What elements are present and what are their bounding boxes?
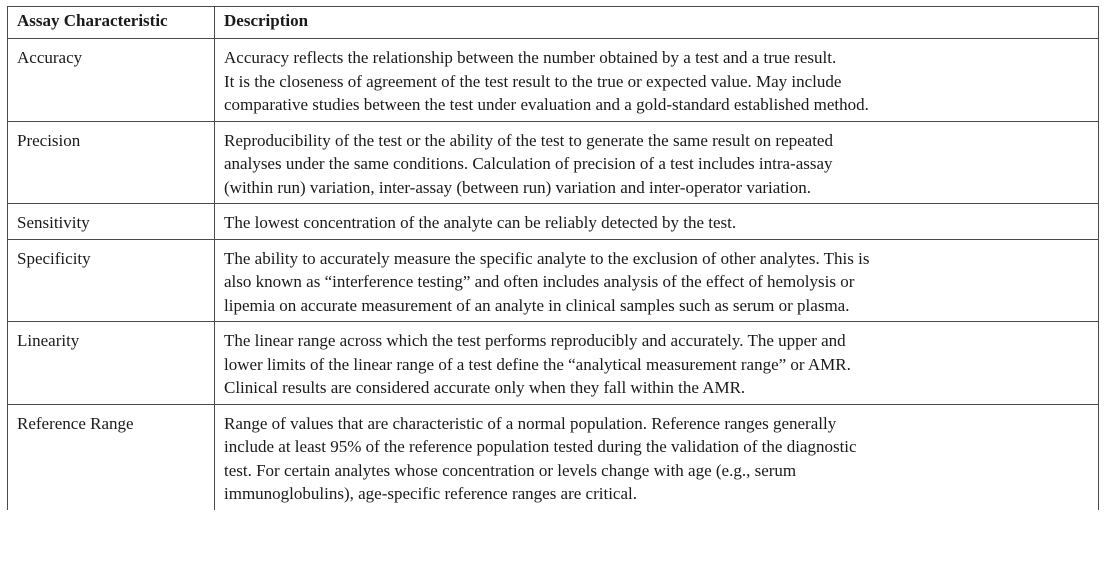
characteristic-cell: Linearity xyxy=(8,322,215,405)
description-line: also known as “interference testing” and often includes analysis of the effect of hemolysis or xyxy=(224,272,855,291)
description-line: (within run) variation, inter-assay (between run) variation and inter-operator variation. xyxy=(224,177,812,197)
description-cell xyxy=(215,239,1099,322)
description-line: immunoglobulins), age-specific reference ranges are critical. xyxy=(224,484,637,503)
table-row xyxy=(8,39,1099,122)
table-row xyxy=(8,121,1099,204)
assay-characteristics-table xyxy=(7,6,1099,510)
characteristic-cell: Reference Range xyxy=(8,404,215,510)
description-line: analyses under the same conditions. Calculation of precision of a test includes intra-assay xyxy=(224,154,833,173)
description-cell xyxy=(215,322,1099,405)
table-body xyxy=(8,39,1099,510)
header-row xyxy=(8,7,1099,39)
description-line: The ability to accurately measure the specific analyte to the exclusion of other analytes. This is xyxy=(224,248,870,268)
table-row xyxy=(8,239,1099,322)
description-line: Accuracy reflects the relationship between the number obtained by a test and a true result. xyxy=(224,48,837,67)
description-line: The lowest concentration of the analyte can be reliably detected by the test. xyxy=(224,213,737,232)
description-line: Range of values that are characteristic of a normal population. Reference ranges generally xyxy=(224,413,837,433)
characteristic-cell: Specificity xyxy=(8,239,215,322)
description-cell xyxy=(215,39,1099,122)
description-line: The linear range across which the test performs reproducibly and accurately. The upper and xyxy=(224,331,846,350)
header-description: Description xyxy=(215,7,1099,39)
description-cell xyxy=(215,204,1099,240)
description-line: lower limits of the linear range of a test define the “analytical measurement range” or AMR. xyxy=(224,354,851,374)
characteristic-cell: Accuracy xyxy=(8,39,215,122)
table-header xyxy=(8,7,1099,39)
table-row xyxy=(8,322,1099,405)
description-cell xyxy=(215,404,1099,510)
header-assay-characteristic: Assay Characteristic xyxy=(8,7,215,39)
description-line: lipemia on accurate measurement of an analyte in clinical samples such as serum or plasma. xyxy=(224,295,850,315)
table-row xyxy=(8,404,1099,510)
table-row xyxy=(8,204,1099,240)
description-line: comparative studies between the test under evaluation and a gold-standard established method. xyxy=(224,95,869,114)
characteristic-cell: Sensitivity xyxy=(8,204,215,240)
description-line: Clinical results are considered accurate only when they fall within the AMR. xyxy=(224,378,746,397)
description-line: Reproducibility of the test or the ability of the test to generate the same result on repeated xyxy=(224,130,833,150)
characteristic-cell: Precision xyxy=(8,121,215,204)
description-cell xyxy=(215,121,1099,204)
description-line: include at least 95% of the reference population tested during the validation of the diagnostic xyxy=(224,437,857,456)
description-line: It is the closeness of agreement of the test result to the true or expected value. May include xyxy=(224,71,842,91)
description-line: test. For certain analytes whose concentration or levels change with age (e.g., serum xyxy=(224,460,797,480)
